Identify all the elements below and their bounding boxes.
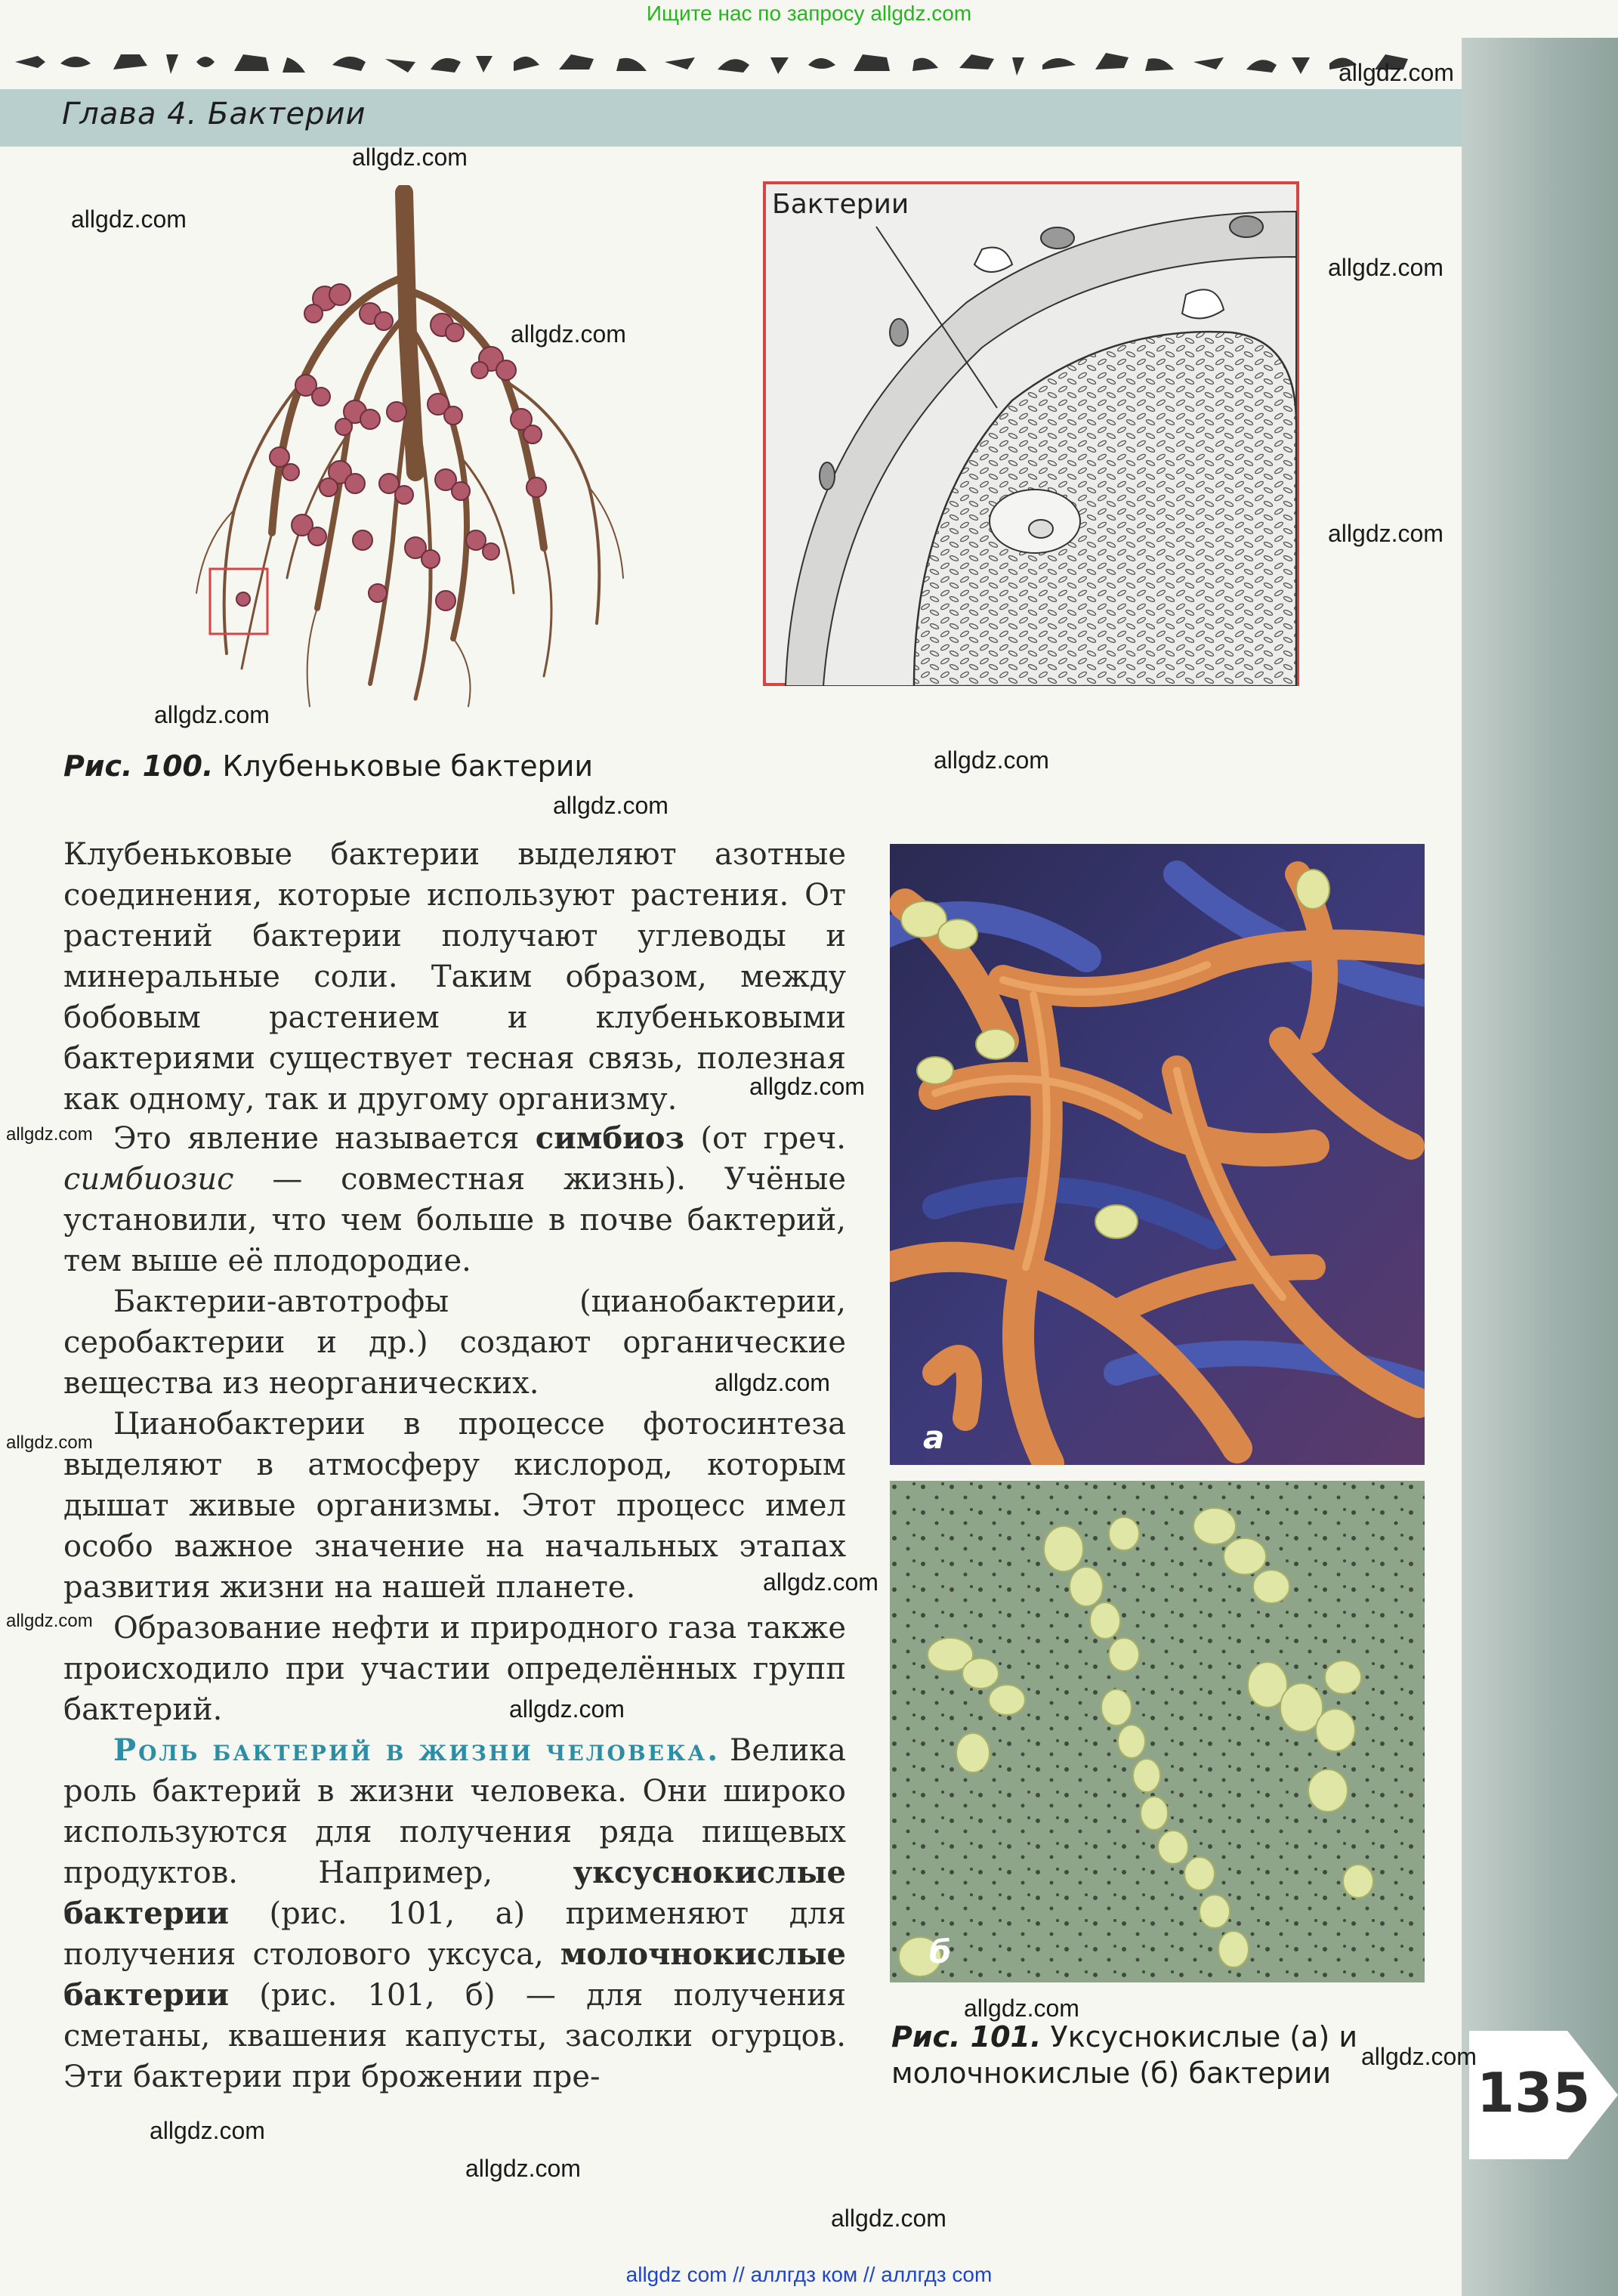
page-number: 135 — [1477, 2061, 1591, 2124]
watermark: allgdz.com — [511, 320, 626, 348]
watermark: allgdz.com — [150, 2117, 265, 2144]
watermark: allgdz.com — [1328, 520, 1444, 547]
paragraph-5: Образование нефти и природного газа также происходило при участии определённых групп бактерий. — [63, 1611, 846, 1727]
p6-text-e: (рис. 101, б) — для получения сметаны, квашения капусты, засолки огурцов. Эти бактерии при брожении пре- — [63, 1978, 846, 2094]
p6-term-acetic: уксуснокислые бактерии — [63, 1855, 846, 1931]
watermark: allgdz.com — [1328, 254, 1444, 281]
p2-text-e: — совместная жизнь). Учёные установили, что чем больше в почве бактерий, тем выше её плодородие. — [63, 1162, 846, 1278]
watermark: allgdz.com — [1361, 2043, 1477, 2070]
figure-101-number: Рис. 101. — [891, 2020, 1042, 2053]
p6-text-c: (рис. 101, а) применяют для получения столового уксуса, — [63, 1896, 846, 1972]
paragraph-1: Клубеньковые бактерии выделяют азотные соединения, которые используют растения. От растений бактерии получают углеводы и минеральные соли. Таким образом, между бобовым растением и клубеньковыми бактериями существует тесная связь, полезная как одному, так и другому организму. — [63, 837, 846, 1117]
side-strip — [1462, 38, 1618, 2296]
p6-text-a: Велика роль бактерий в жизни человека. Они широко используются для получения ряда пищевых продуктов. Например, — [63, 1733, 847, 1890]
figure-100-text: Клубеньковые бактерии — [222, 749, 594, 783]
root-nodules-illustration — [189, 185, 627, 714]
watermark: allgdz.com — [509, 1695, 625, 1723]
acetic-bacteria-photo — [890, 844, 1425, 1465]
watermark: allgdz.com — [154, 701, 270, 728]
photo-a-label: а — [923, 1419, 945, 1456]
figure-101-text-1: Уксуснокислые (а) и — [1050, 2020, 1358, 2053]
watermark: allgdz.com — [715, 1369, 830, 1396]
figure-101-line1 — [891, 2019, 1357, 2055]
watermark: allgdz.com — [934, 746, 1049, 774]
watermark: allgdz.com — [352, 144, 468, 171]
photo-b-label: б — [929, 1933, 952, 1970]
paragraph-6 — [63, 1730, 846, 2097]
watermark: allgdz.com — [71, 205, 187, 233]
watermark: allgdz.com — [831, 2205, 946, 2232]
figure-100-number: Рис. 100. — [63, 749, 214, 783]
paragraph-4: Цианобактерии в процессе фотосинтеза выделяют в атмосферу кислород, которым дышат живые организмы. Этот процесс имел особо важное значение на начальных этапах развития жизни на нашей планете. — [63, 1407, 846, 1605]
paragraph-2 — [63, 1118, 846, 1281]
watermark: allgdz.com — [749, 1073, 865, 1100]
nodule-cell-illustration — [763, 181, 1299, 686]
watermark: allgdz.com — [1339, 59, 1454, 86]
search-banner[interactable]: Ищите нас по запросу allgdz.com — [646, 2, 972, 25]
animal-frieze-icon — [8, 39, 1443, 88]
figure-101-text-2: молочнокислые (б) бактерии — [891, 2057, 1332, 2090]
watermark: allgdz.com — [6, 1611, 93, 1631]
watermark: allgdz.com — [465, 2155, 581, 2182]
p6-term-lactic: молочнокислые бактерии — [63, 1936, 846, 2013]
lactic-bacteria-photo — [890, 1481, 1425, 1982]
watermark: allgdz.com — [6, 1432, 93, 1453]
paragraph-3: Бактерии-автотрофы (цианобактерии, серобактерии и др.) создают органические вещества из неорганических. — [63, 1284, 846, 1401]
figure-100-caption — [63, 749, 593, 783]
watermark: allgdz.com — [964, 1995, 1079, 2022]
p2-text-a: Это явление называется — [113, 1121, 536, 1156]
watermark: allgdz.com — [553, 792, 669, 819]
p2-term-greek: симбиозис — [63, 1162, 234, 1197]
watermark: allgdz.com — [6, 1124, 93, 1145]
chapter-title: Глава 4. Бактерии — [62, 97, 366, 131]
footer-watermark[interactable]: allgdz com // аллгдз ком // аллгдз com — [625, 2263, 993, 2286]
figure-101-caption — [891, 2019, 1357, 2091]
cell-bacteria-label: Бактерии — [772, 189, 909, 220]
section-heading: Роль бактерий в жизни человека. — [113, 1732, 721, 1768]
p2-term-symbiosis: симбиоз — [535, 1120, 685, 1156]
p2-text-c: (от греч. — [684, 1121, 846, 1156]
watermark: allgdz.com — [763, 1568, 878, 1596]
